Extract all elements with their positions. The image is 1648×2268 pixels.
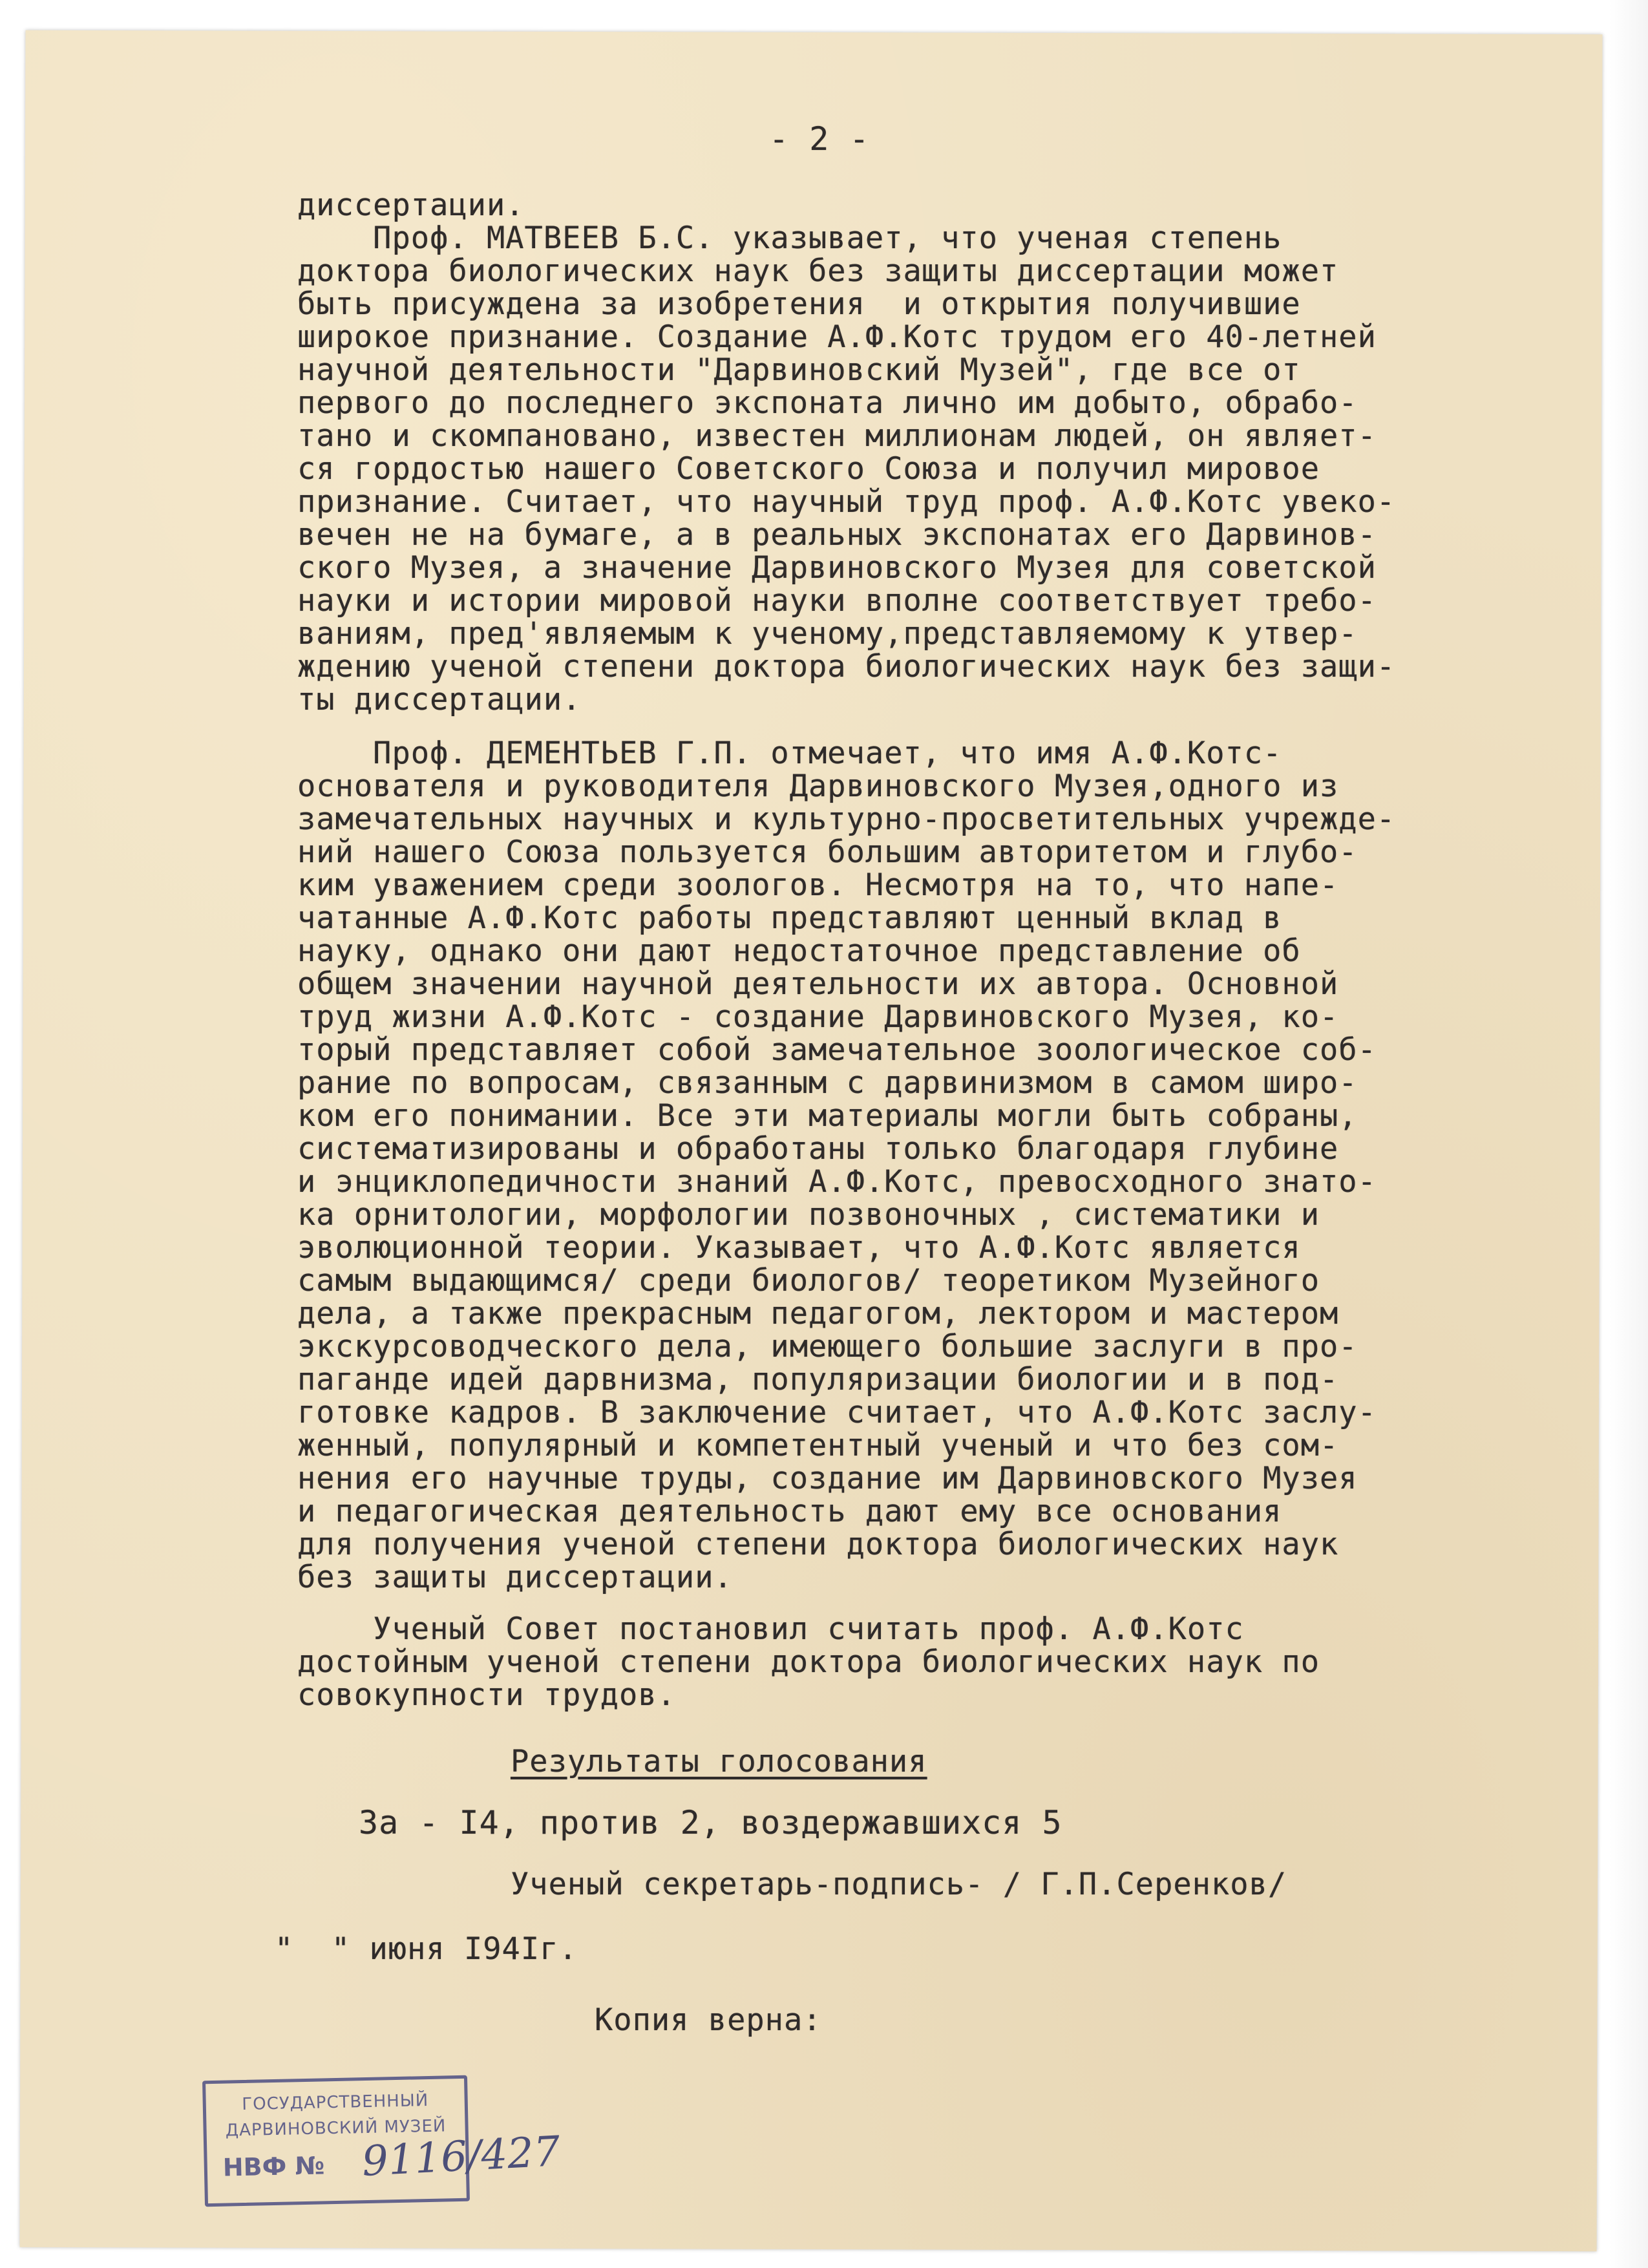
paragraph-dementiev: Проф. ДЕМЕНТЬЕВ Г.П. отмечает, что имя А.Ф.Котс- основателя и руководителя Дарвиновского Музея,одного из замечательных научных и культурно-просветительных учрежде- ний нашего Союза пользуется большим авторитетом и глубо- ким уважением среди зоологов. Несмотря на то, что напе- чатанные А.Ф.Котс работы представляют ценный вклад в науку, однако они дают недостаточное представление об общем значении научной деятельности их автора. Основной труд жизни А.Ф.Котс - создание Дарвиновского Музея, ко- торый представляет собой замечательное зоологическое соб- рание по вопросам, связанным с дарвинизмом в самом широ- ком его понимании. Все эти материалы могли быть собраны, систематизированы и обработаны только благодаря глубине и энциклопедичности знаний А.Ф.Котс, превосходного знато- ка орнитологии, морфологии позвоночных , систематики и эволюционной теории. Указывает, что А.Ф.Котс является самым выдающимся/ среди биологов/ теоретиком Музейного дела, а также прекрасным педагогом, лектором и мастером экскурсоводческого дела, имеющего большие заслуги в про- паганде идей дарвнизма, популяризации биологии и в под- готовке кадров. В заключение считает, что А.Ф.Котс заслу- женный, популярный и компетентный ученый и что без сом- нения его научные труды, создание им Дарвиновского Музея и педагогическая деятельность дают ему все основания для получения ученой степени доктора биологических наук без защиты диссертации. <box>297 736 1396 1595</box>
stamp-handwritten-number: 9116/427 <box>361 2128 562 2186</box>
paragraph-council-decision: Ученый Совет постановил считать проф. А.Ф.Котс достойным ученой степени доктора биологических наук по совокупности трудов. <box>297 1611 1320 1713</box>
voting-result: За - I4, против 2, воздержавшихся 5 <box>359 1804 1062 1841</box>
background-edge <box>1609 0 1648 2268</box>
date-line: " " июня I94Iг. <box>275 1931 578 1967</box>
copy-certified-note: Копия верна: <box>595 2002 822 2038</box>
voting-heading: Результаты голосования <box>511 1744 927 1779</box>
secretary-signature-line: Ученый секретарь-подпись- / Г.П.Серенков/ <box>511 1867 1287 1902</box>
page-number: - 2 - <box>769 120 870 158</box>
paragraph-matveev: диссертации. Проф. МАТВЕЕВ Б.С. указывает, что ученая степень доктора биологических наук без защиты диссертации может быть присуждена за изобретения и открытия получившие широкое признание. Создание А.Ф.Котс трудом его 40-летней научной деятельности "Дарвиновский Музей", где все от первого до последнего экспоната лично им добыто, обрабо- тано и скомпановано, известен миллионам людей, он являет- ся гордостью нашего Советского Союза и получил мировое признание. Считает, что научный труд проф. А.Ф.Котс увеко- вечен не на бумаге, а в реальных экспонатах его Дарвинов- ского Музея, а значение Дарвиновского Музея для советской науки и истории мировой науки вполне соответствует требо- ваниям, пред'являемым к ученому,представляемому к утвер- ждению ученой степени доктора биологических наук без защи- ты диссертации. <box>297 187 1396 717</box>
stamp-line-3: НВФ № <box>222 2151 325 2182</box>
stamp-line-1: ГОСУДАРСТВЕННЫЙ <box>242 2090 429 2115</box>
stamp-line-2: ДАРВИНОВСКИЙ МУЗЕЙ <box>225 2116 447 2141</box>
